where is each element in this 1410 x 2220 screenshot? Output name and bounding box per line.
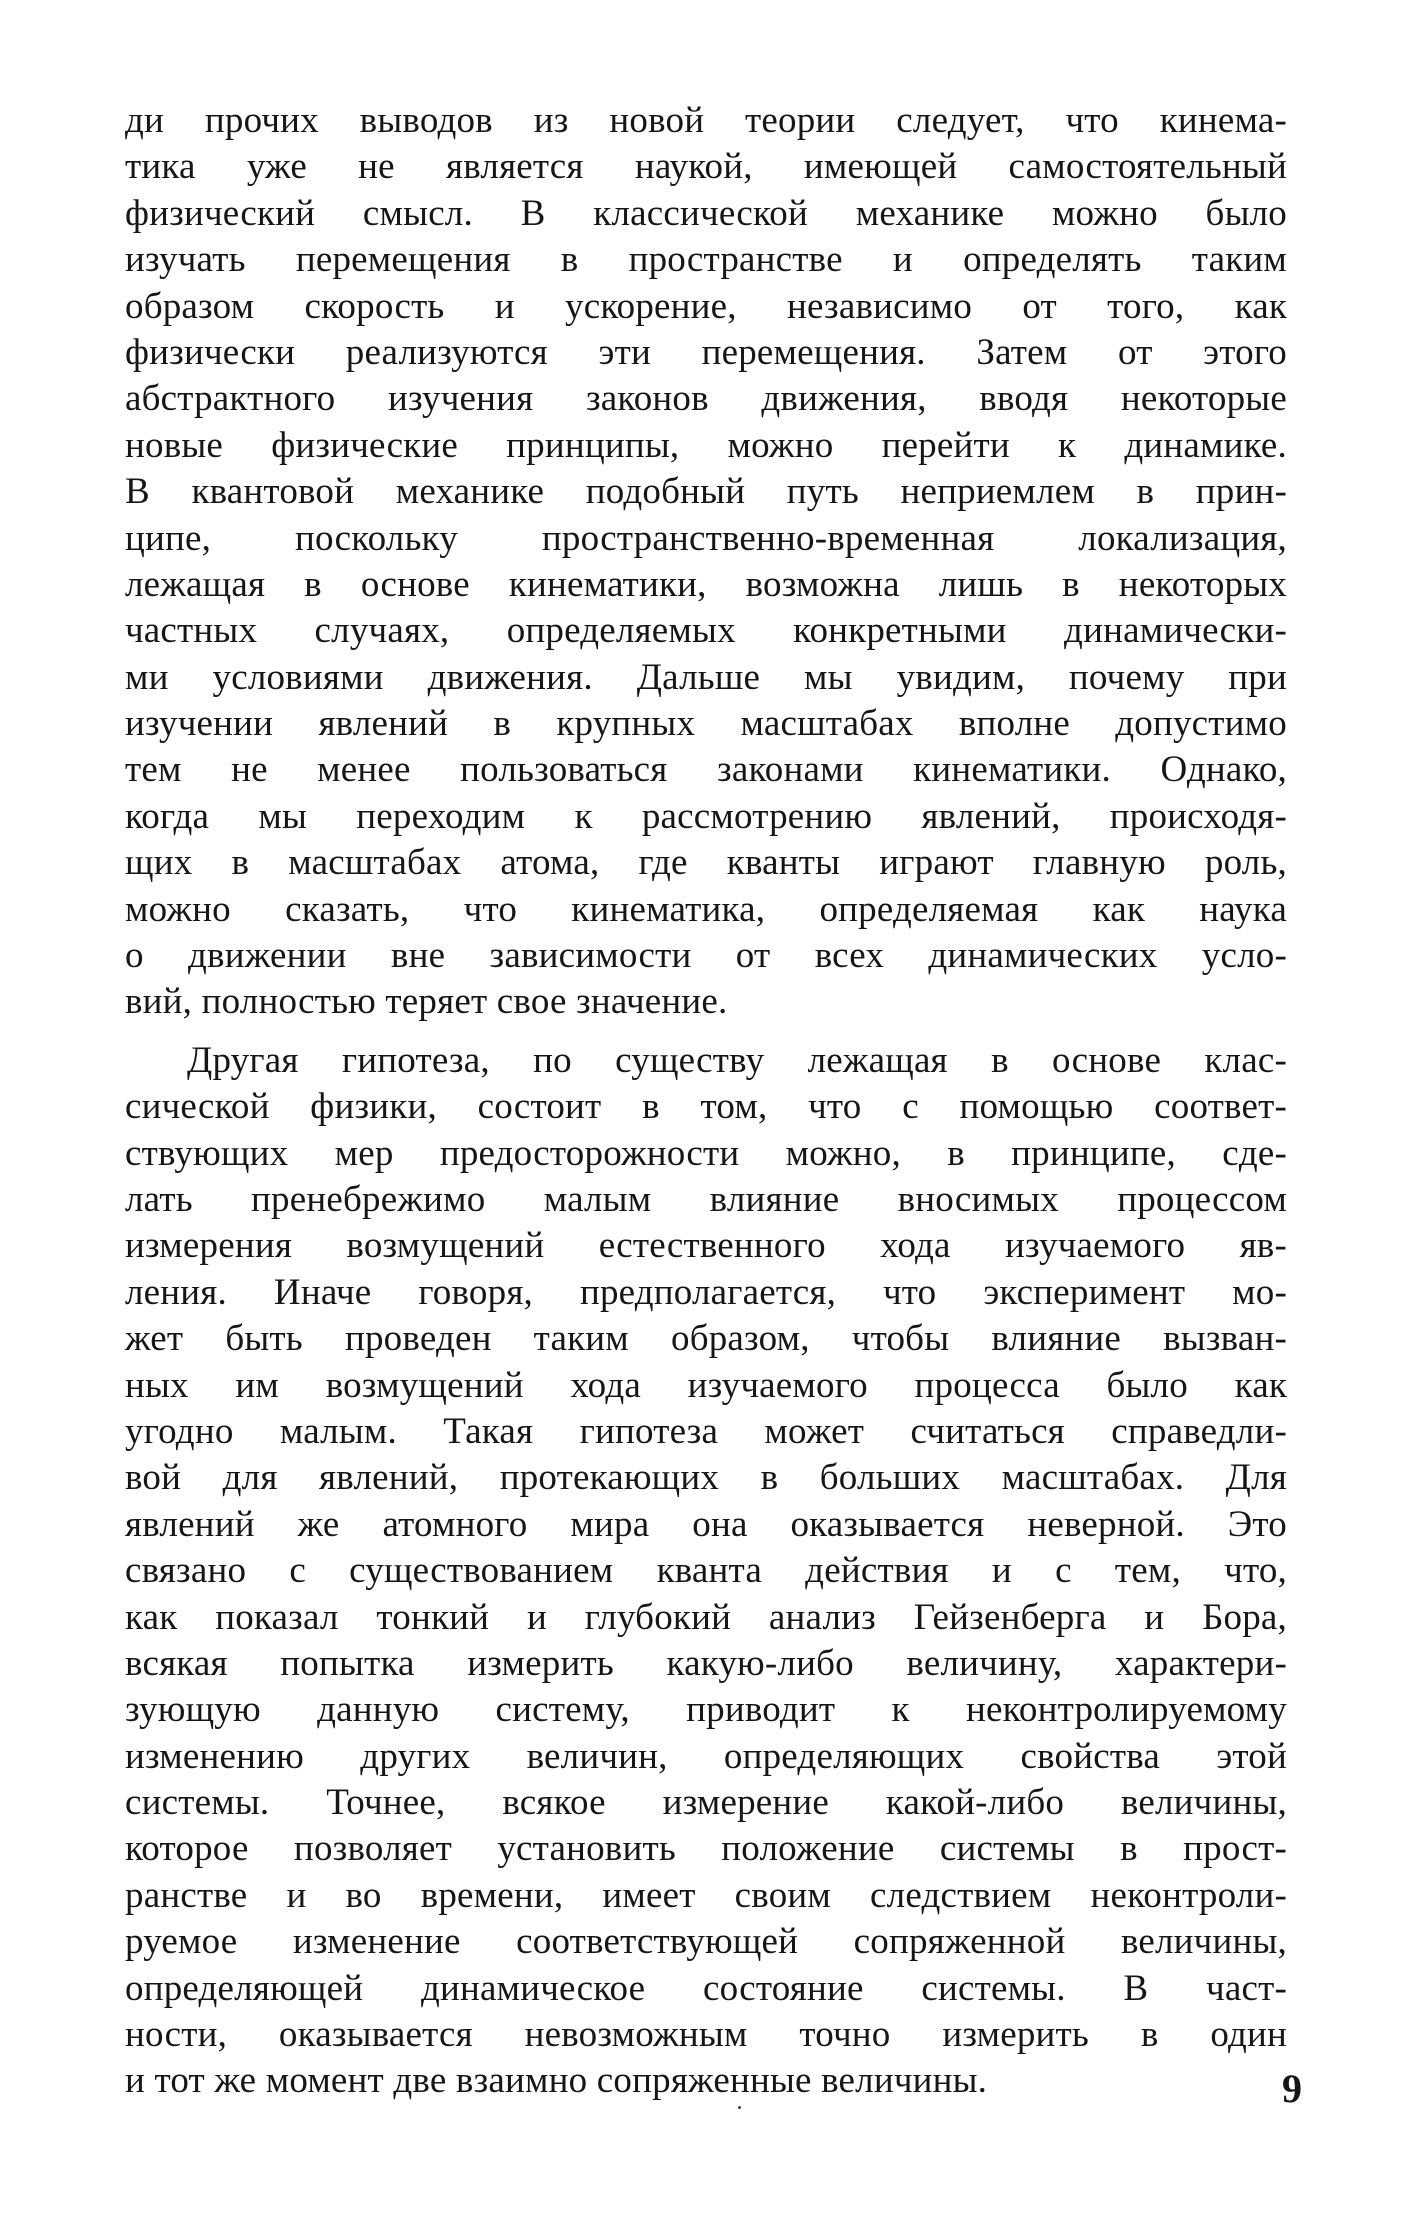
text-line: системы. Точнее, всякое измерение какой-либо величины,	[125, 1782, 1287, 1824]
text-line: В квантовой механике подобный путь неприемлем в прин-	[125, 471, 1287, 513]
text-line: сической физики, состоит в том, что с помощью соответ-	[125, 1086, 1287, 1128]
text-line: изучать перемещения в пространстве и определять таким	[125, 239, 1287, 281]
text-line: угодно малым. Такая гипотеза может считаться справедли-	[125, 1410, 1287, 1452]
text-line: вой для явлений, протекающих в больших масштабах. Для	[125, 1457, 1287, 1499]
text-line: частных случаях, определяемых конкретными динамически-	[125, 610, 1287, 652]
text-line: тика уже не является наукой, имеющей самостоятельный	[125, 146, 1287, 188]
text-line: ствующих мер предосторожности можно, в принципе, сде-	[125, 1132, 1287, 1174]
text-line: лежащая в основе кинематики, возможна лишь в некоторых	[125, 563, 1287, 605]
text-line: определяющей динамическое состояние системы. В част-	[125, 1967, 1287, 2009]
text-line: когда мы переходим к рассмотрению явлений, происходя-	[125, 795, 1287, 837]
text-line: ности, оказывается невозможным точно измерить в один	[125, 2014, 1287, 2056]
text-line: жет быть проведен таким образом, чтобы влияние вызван-	[125, 1318, 1287, 1360]
text-line: щих в масштабах атома, где кванты играют главную роль,	[125, 842, 1287, 884]
text-line: связано с существованием кванта действия и с тем, что,	[125, 1550, 1287, 1592]
text-line: и тот же момент две взаимно сопряженные величины.	[125, 2060, 988, 2102]
paragraph-1	[125, 98, 1287, 1026]
text-line: изучении явлений в крупных масштабах вполне допустимо	[125, 703, 1287, 745]
text-line: вий, полностью теряет свое значение.	[125, 981, 728, 1023]
text-line: физически реализуются эти перемещения. Затем от этого	[125, 331, 1287, 373]
text-line: новые физические принципы, можно перейти к динамике.	[125, 424, 1287, 466]
text-line: всякая попытка измерить какую-либо величину, характери-	[125, 1642, 1287, 1684]
text-line: явлений же атомного мира она оказывается неверной. Это	[125, 1503, 1287, 1545]
paragraph-2	[125, 1038, 1287, 2105]
text-line: которое позволяет установить положение системы в прост-	[125, 1828, 1287, 1870]
text-line: ных им возмущений хода изучаемого процесса было как	[125, 1364, 1287, 1406]
text-line: физический смысл. В классической механике можно было	[125, 192, 1287, 234]
text-line: изменению других величин, определяющих свойства этой	[125, 1735, 1287, 1777]
text-line: ди прочих выводов из новой теории следует, что кинема-	[125, 100, 1287, 141]
text-line: образом скорость и ускорение, независимо от того, как	[125, 285, 1287, 327]
text-line: ципе, поскольку пространственно-временная локализация,	[125, 517, 1287, 559]
text-line: как показал тонкий и глубокий анализ Гейзенберга и Бора,	[125, 1596, 1287, 1638]
text-line: абстрактного изучения законов движения, вводя некоторые	[125, 378, 1287, 420]
page-number: 9	[1282, 2066, 1302, 2111]
print-speck	[738, 2106, 741, 2109]
text-line: тем не менее пользоваться законами кинематики. Однако,	[125, 749, 1287, 791]
text-line: можно сказать, что кинематика, определяемая как наука	[125, 888, 1287, 930]
text-line: о движении вне зависимости от всех динамических усло-	[125, 935, 1287, 977]
paragraph-gap	[125, 1026, 1287, 1038]
text-line: лать пренебрежимо малым влияние вносимых процессом	[125, 1178, 1287, 1220]
text-line: ми условиями движения. Дальше мы увидим, почему при	[125, 656, 1287, 698]
text-line: зующую данную систему, приводит к неконтролируемому	[125, 1689, 1287, 1731]
text-line: руемое изменение соответствующей сопряженной величины,	[125, 1921, 1287, 1963]
text-line: ранстве и во времени, имеет своим следствием неконтроли-	[125, 1874, 1287, 1916]
text-line: ления. Иначе говоря, предполагается, что эксперимент мо-	[125, 1271, 1287, 1313]
text-line: Другая гипотеза, по существу лежащая в основе клас-	[187, 1039, 1287, 1081]
body-text	[125, 98, 1287, 2105]
text-line: измерения возмущений естественного хода изучаемого яв-	[125, 1225, 1287, 1267]
